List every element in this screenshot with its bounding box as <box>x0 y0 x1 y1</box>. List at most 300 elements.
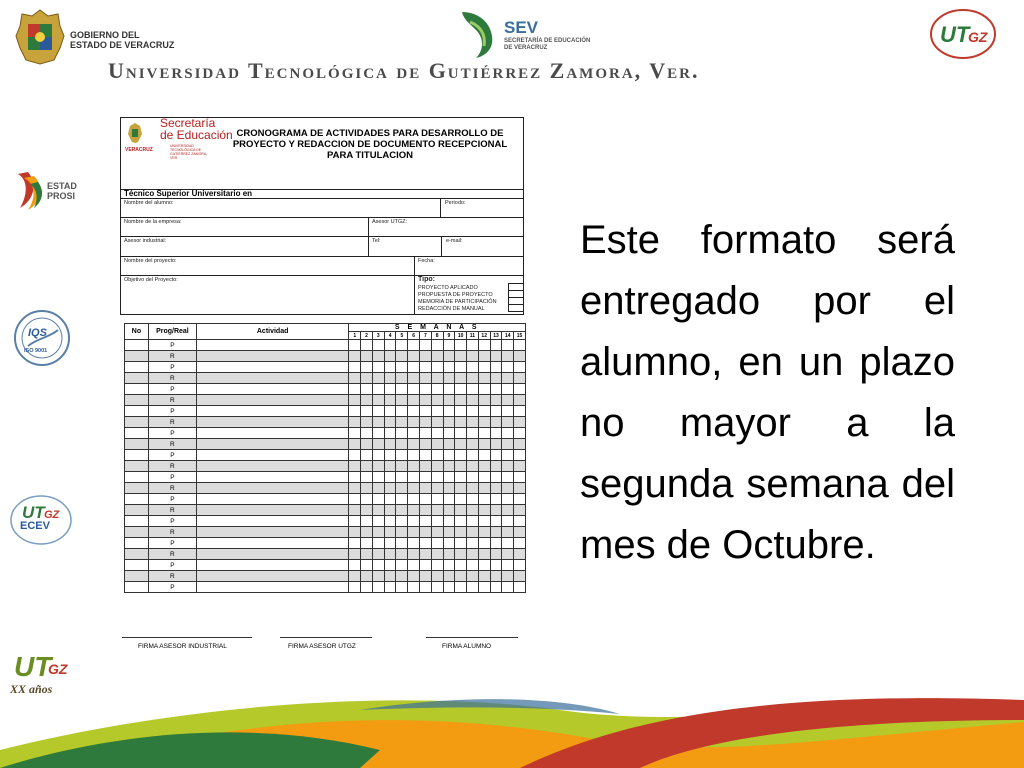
week-cell <box>349 340 361 351</box>
week-cell <box>384 384 396 395</box>
week-cell <box>384 505 396 516</box>
row-actividad-cell <box>196 461 349 472</box>
week-cell <box>408 428 420 439</box>
week-cell <box>349 461 361 472</box>
week-header: 3 <box>372 332 384 340</box>
week-cell <box>349 362 361 373</box>
week-cell <box>478 406 490 417</box>
week-cell <box>372 351 384 362</box>
week-header: 15 <box>514 332 526 340</box>
week-cell <box>384 582 396 593</box>
week-cell <box>384 472 396 483</box>
week-cell <box>396 538 408 549</box>
week-cell <box>502 395 514 406</box>
week-cell <box>502 538 514 549</box>
week-header: 8 <box>431 332 443 340</box>
week-header: 13 <box>490 332 502 340</box>
week-cell <box>396 406 408 417</box>
week-cell <box>420 582 432 593</box>
week-cell <box>467 406 479 417</box>
row-no-cell <box>125 428 149 439</box>
week-cell <box>431 582 443 593</box>
estado-prospero-icon <box>14 170 46 212</box>
week-cell <box>502 373 514 384</box>
week-cell <box>514 373 526 384</box>
week-cell <box>502 428 514 439</box>
week-cell <box>467 549 479 560</box>
row-no-cell <box>125 417 149 428</box>
schedule-row <box>125 494 526 505</box>
week-cell <box>408 516 420 527</box>
sev-sub1: SECRETARÍA DE EDUCACIÓN <box>504 38 591 44</box>
svg-text:GZ: GZ <box>48 661 68 677</box>
schedule-row <box>125 395 526 406</box>
week-cell <box>431 362 443 373</box>
week-cell <box>408 461 420 472</box>
row-actividad-cell <box>196 505 349 516</box>
week-cell <box>490 516 502 527</box>
week-cell <box>420 417 432 428</box>
schedule-row <box>125 516 526 527</box>
week-cell <box>372 549 384 560</box>
week-cell <box>420 538 432 549</box>
week-cell <box>478 340 490 351</box>
week-cell <box>361 571 373 582</box>
week-cell <box>420 406 432 417</box>
week-cell <box>372 461 384 472</box>
week-cell <box>455 560 467 571</box>
week-cell <box>490 538 502 549</box>
week-cell <box>372 340 384 351</box>
row-prog-cell: P <box>148 538 196 549</box>
week-cell <box>514 384 526 395</box>
week-cell <box>443 340 455 351</box>
week-cell <box>514 538 526 549</box>
government-name <box>70 30 174 50</box>
week-cell <box>408 406 420 417</box>
week-cell <box>349 560 361 571</box>
week-cell <box>467 527 479 538</box>
secretaria-line2: de Educación <box>160 128 233 142</box>
week-cell <box>396 340 408 351</box>
week-cell <box>349 406 361 417</box>
row-actividad-cell <box>196 417 349 428</box>
week-cell <box>384 461 396 472</box>
week-cell <box>502 351 514 362</box>
form-title: CRONOGRAMA DE ACTIVIDADES PARA DESARROLLO DE PROYECTO Y REDACCION DE DOCUMENTO RECEPCIONAL PARA TITULACION <box>232 128 508 161</box>
row-no-cell <box>125 516 149 527</box>
week-cell <box>420 395 432 406</box>
week-cell <box>396 384 408 395</box>
week-cell <box>514 483 526 494</box>
week-cell <box>384 362 396 373</box>
week-cell <box>420 505 432 516</box>
row-actividad-cell <box>196 560 349 571</box>
week-cell <box>396 373 408 384</box>
week-cell <box>478 351 490 362</box>
week-cell <box>408 439 420 450</box>
week-cell <box>514 582 526 593</box>
row-prog-cell: P <box>148 340 196 351</box>
week-cell <box>443 549 455 560</box>
row-no-cell <box>125 362 149 373</box>
col-actividad-header: Actividad <box>196 324 349 340</box>
row-actividad-cell <box>196 428 349 439</box>
week-cell <box>361 538 373 549</box>
row-no-cell <box>125 384 149 395</box>
week-cell <box>420 516 432 527</box>
week-cell <box>420 373 432 384</box>
week-cell <box>514 472 526 483</box>
week-cell <box>478 527 490 538</box>
week-cell <box>431 439 443 450</box>
week-cell <box>467 571 479 582</box>
week-cell <box>349 472 361 483</box>
week-cell <box>361 439 373 450</box>
label-periodo: Periodo: <box>445 200 466 206</box>
col-no-header: No <box>125 324 149 340</box>
signature-line-industrial <box>122 637 252 638</box>
week-cell <box>349 571 361 582</box>
week-cell <box>502 384 514 395</box>
schedule-row <box>125 505 526 516</box>
schedule-row <box>125 571 526 582</box>
row-prog-cell: P <box>148 516 196 527</box>
week-cell <box>396 516 408 527</box>
week-cell <box>443 527 455 538</box>
week-cell <box>372 582 384 593</box>
week-cell <box>420 439 432 450</box>
row-prog-cell: R <box>148 549 196 560</box>
week-cell <box>431 516 443 527</box>
week-cell <box>408 505 420 516</box>
week-cell <box>490 439 502 450</box>
week-cell <box>455 428 467 439</box>
week-cell <box>408 472 420 483</box>
week-cell <box>443 439 455 450</box>
week-cell <box>490 395 502 406</box>
week-cell <box>396 494 408 505</box>
week-cell <box>396 549 408 560</box>
week-cell <box>361 461 373 472</box>
svg-text:GZ: GZ <box>968 29 988 45</box>
week-cell <box>455 351 467 362</box>
week-cell <box>431 560 443 571</box>
bottom-swoosh-decoration <box>0 680 1024 768</box>
week-cell <box>361 560 373 571</box>
week-cell <box>467 494 479 505</box>
week-cell <box>514 494 526 505</box>
week-cell <box>431 417 443 428</box>
week-cell <box>490 494 502 505</box>
week-cell <box>396 461 408 472</box>
week-cell <box>396 505 408 516</box>
row-prog-cell: R <box>148 527 196 538</box>
col-prog-header: Prog/Real <box>148 324 196 340</box>
week-cell <box>455 549 467 560</box>
university-title: Universidad Tecnológica de Gutiérrez Zamora, Ver. <box>108 58 700 83</box>
week-cell <box>361 384 373 395</box>
utgz-20-anios-icon <box>12 648 72 682</box>
week-cell <box>361 340 373 351</box>
row-no-cell <box>125 395 149 406</box>
week-cell <box>490 417 502 428</box>
row-no-cell <box>125 483 149 494</box>
row-prog-cell: P <box>148 582 196 593</box>
week-cell <box>467 538 479 549</box>
week-cell <box>443 417 455 428</box>
week-cell <box>478 450 490 461</box>
row-prog-cell: P <box>148 494 196 505</box>
week-cell <box>349 395 361 406</box>
week-cell <box>478 516 490 527</box>
week-cell <box>478 560 490 571</box>
week-cell <box>349 527 361 538</box>
week-cell <box>490 461 502 472</box>
week-cell <box>372 450 384 461</box>
week-cell <box>420 571 432 582</box>
week-cell <box>372 362 384 373</box>
week-cell <box>384 494 396 505</box>
week-cell <box>455 362 467 373</box>
tipo-checkbox-4 <box>508 304 524 312</box>
week-cell <box>443 494 455 505</box>
row-actividad-cell <box>196 384 349 395</box>
form-seal-icon <box>126 122 144 144</box>
week-cell <box>372 406 384 417</box>
week-cell <box>455 439 467 450</box>
label-alumno: Nombre del alumno: <box>124 200 174 206</box>
week-cell <box>420 527 432 538</box>
week-cell <box>396 395 408 406</box>
week-cell <box>420 428 432 439</box>
week-cell <box>431 340 443 351</box>
week-cell <box>408 340 420 351</box>
week-cell <box>502 549 514 560</box>
row-prog-cell: P <box>148 384 196 395</box>
week-cell <box>443 560 455 571</box>
week-cell <box>361 395 373 406</box>
week-cell <box>396 428 408 439</box>
week-cell <box>490 362 502 373</box>
week-cell <box>349 384 361 395</box>
schedule-row <box>125 417 526 428</box>
row-prog-cell: R <box>148 373 196 384</box>
label-asesor-industrial: Asesor industrial: <box>124 238 167 244</box>
week-cell <box>396 450 408 461</box>
row-no-cell <box>125 505 149 516</box>
week-cell <box>455 516 467 527</box>
row-prog-cell: P <box>148 472 196 483</box>
week-cell <box>514 549 526 560</box>
week-header: 4 <box>384 332 396 340</box>
week-cell <box>514 362 526 373</box>
week-cell <box>361 417 373 428</box>
week-cell <box>420 340 432 351</box>
week-cell <box>490 582 502 593</box>
week-cell <box>372 395 384 406</box>
week-header: 1 <box>349 332 361 340</box>
tsu-label: Técnico Superior Universitario en <box>124 189 253 198</box>
week-cell <box>384 428 396 439</box>
week-cell <box>349 549 361 560</box>
week-cell <box>467 461 479 472</box>
week-cell <box>490 450 502 461</box>
week-cell <box>490 351 502 362</box>
week-cell <box>431 373 443 384</box>
week-cell <box>502 483 514 494</box>
row-prog-cell: R <box>148 483 196 494</box>
week-cell <box>502 461 514 472</box>
week-cell <box>502 340 514 351</box>
week-cell <box>372 571 384 582</box>
week-cell <box>514 395 526 406</box>
main-text: Este formato será entregado por el alumno, en un plazo no mayor a la segunda semana del mes de Octubre. <box>580 218 955 567</box>
week-cell <box>420 351 432 362</box>
week-cell <box>431 505 443 516</box>
row-actividad-cell <box>196 571 349 582</box>
week-cell <box>443 395 455 406</box>
week-cell <box>478 472 490 483</box>
week-cell <box>514 450 526 461</box>
week-cell <box>361 516 373 527</box>
svg-text:UT: UT <box>22 503 45 522</box>
week-cell <box>431 395 443 406</box>
week-cell <box>478 362 490 373</box>
week-cell <box>467 340 479 351</box>
week-cell <box>490 527 502 538</box>
week-cell <box>502 516 514 527</box>
week-cell <box>349 373 361 384</box>
schedule-body <box>125 340 526 593</box>
label-asesor-utgz: Asesor UTGZ: <box>372 219 408 225</box>
week-cell <box>396 472 408 483</box>
week-cell <box>361 483 373 494</box>
row-actividad-cell <box>196 516 349 527</box>
week-cell <box>384 549 396 560</box>
week-cell <box>478 373 490 384</box>
schedule-row <box>125 373 526 384</box>
week-cell <box>478 505 490 516</box>
row-actividad-cell <box>196 538 349 549</box>
week-cell <box>431 538 443 549</box>
signature-label-alumno: FIRMA ALUMNO <box>442 643 492 650</box>
tipo-1: PROYECTO APLICADO <box>418 285 478 291</box>
week-cell <box>361 494 373 505</box>
week-header: 7 <box>420 332 432 340</box>
week-header: 9 <box>443 332 455 340</box>
week-cell <box>408 582 420 593</box>
week-cell <box>408 351 420 362</box>
week-cell <box>372 439 384 450</box>
week-cell <box>361 428 373 439</box>
week-cell <box>455 406 467 417</box>
week-cell <box>490 406 502 417</box>
schedule-row <box>125 406 526 417</box>
week-header: 6 <box>408 332 420 340</box>
week-cell <box>384 340 396 351</box>
week-cell <box>408 560 420 571</box>
week-cell <box>431 450 443 461</box>
row-actividad-cell <box>196 527 349 538</box>
gov-line2: ESTADO DE VERACRUZ <box>70 40 175 50</box>
week-cell <box>372 373 384 384</box>
week-cell <box>467 505 479 516</box>
week-cell <box>478 538 490 549</box>
week-cell <box>349 351 361 362</box>
week-cell <box>467 472 479 483</box>
row-prog-cell: P <box>148 362 196 373</box>
week-cell <box>431 571 443 582</box>
week-cell <box>431 549 443 560</box>
week-cell <box>420 362 432 373</box>
estad-text: ESTAD <box>47 181 77 191</box>
row-no-cell <box>125 450 149 461</box>
schedule-row <box>125 582 526 593</box>
schedule-row <box>125 362 526 373</box>
week-cell <box>478 395 490 406</box>
week-cell <box>443 450 455 461</box>
signature-line-utgz <box>280 637 372 638</box>
week-header: 14 <box>502 332 514 340</box>
week-cell <box>455 450 467 461</box>
week-cell <box>372 527 384 538</box>
week-cell <box>502 439 514 450</box>
row-prog-cell: R <box>148 505 196 516</box>
week-cell <box>372 483 384 494</box>
week-cell <box>349 428 361 439</box>
week-cell <box>408 362 420 373</box>
week-cell <box>478 494 490 505</box>
week-cell <box>443 472 455 483</box>
week-cell <box>361 527 373 538</box>
week-cell <box>455 472 467 483</box>
week-cell <box>396 582 408 593</box>
week-cell <box>361 373 373 384</box>
row-no-cell <box>125 549 149 560</box>
week-cell <box>478 461 490 472</box>
week-cell <box>455 417 467 428</box>
week-cell <box>502 494 514 505</box>
row-no-cell <box>125 538 149 549</box>
week-cell <box>349 494 361 505</box>
form-sec-sub: UNIVERSIDAD TECNOLÓGICA DE GUTIÉRREZ ZAMORA, VER. <box>170 144 208 160</box>
week-cell <box>443 516 455 527</box>
week-cell <box>443 538 455 549</box>
week-cell <box>372 538 384 549</box>
week-cell <box>490 483 502 494</box>
label-email: e-mail: <box>446 238 463 244</box>
week-cell <box>467 395 479 406</box>
week-cell <box>420 450 432 461</box>
week-cell <box>514 461 526 472</box>
week-cell <box>384 373 396 384</box>
week-cell <box>502 582 514 593</box>
row-actividad-cell <box>196 406 349 417</box>
week-cell <box>396 527 408 538</box>
week-cell <box>502 527 514 538</box>
week-cell <box>396 560 408 571</box>
week-cell <box>502 472 514 483</box>
week-cell <box>384 417 396 428</box>
week-cell <box>408 571 420 582</box>
schedule-row <box>125 439 526 450</box>
svg-text:GZ: GZ <box>44 509 60 521</box>
week-cell <box>349 516 361 527</box>
week-cell <box>478 439 490 450</box>
week-cell <box>396 362 408 373</box>
week-cell <box>443 461 455 472</box>
